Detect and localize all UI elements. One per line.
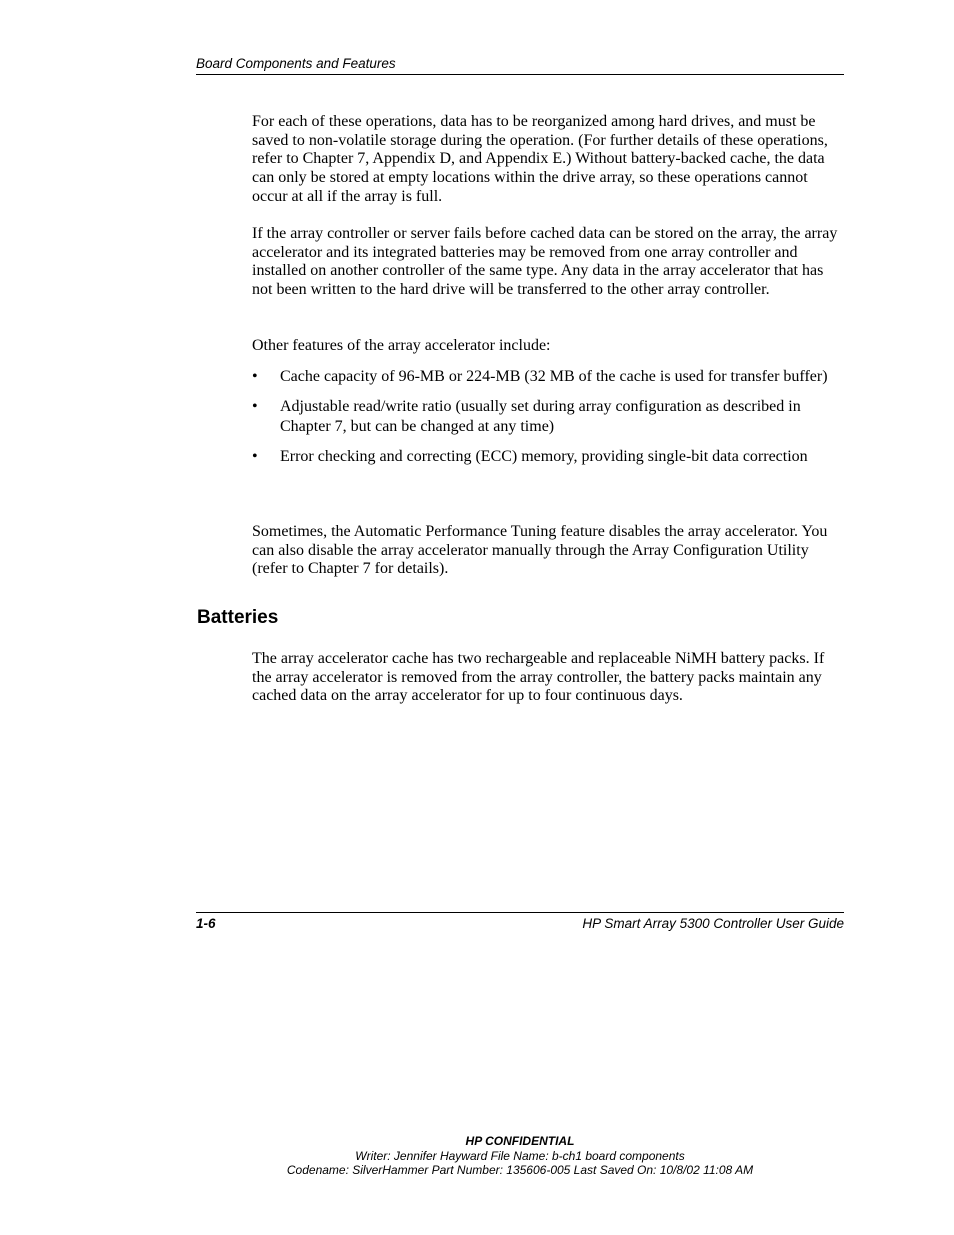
list-item — [252, 447, 844, 467]
confidential-title: HP CONFIDENTIAL — [465, 1134, 575, 1148]
header-title: Board Components and Features — [196, 56, 396, 71]
section-heading-batteries: Batteries — [197, 607, 279, 628]
list-item — [252, 367, 844, 387]
paragraph-features-intro: Other features of the array accelerator include: — [252, 337, 551, 354]
bullet-icon: • — [252, 398, 258, 415]
confidential-codename-line: Codename: SilverHammer Part Number: 135606-005 Last Saved On: 10/8/02 11:08 AM — [286, 1163, 754, 1177]
paragraph-batteries: The array accelerator cache has two rechargeable and replaceable NiMH battery packs. If the array accelerator is removed from the array controller, the battery packs maintain any cached data on the array accelerator for up to four continuous days. — [252, 650, 825, 705]
bullet-icon: • — [252, 447, 258, 465]
running-footer — [196, 912, 844, 931]
features-list — [252, 367, 844, 477]
guide-title: HP Smart Array 5300 Controller User Guide — [582, 916, 844, 931]
list-item-text: Error checking and correcting (ECC) memory, providing single-bit data correction — [280, 447, 808, 465]
confidential-writer-line: Writer: Jennifer Hayward File Name: b-ch1 board components — [355, 1148, 685, 1163]
list-item — [252, 397, 844, 436]
paragraph-performance-tuning: Sometimes, the Automatic Performance Tuning feature disables the array accelerator. You can also disable the array accelerator manually through the Array Configuration Utility (refer to Chapter 7 for details). — [252, 523, 828, 578]
list-item-text: Cache capacity of 96-MB or 224-MB (32 MB of the cache is used for transfer buffer) — [280, 368, 828, 385]
paragraph-operations: For each of these operations, data has to be reorganized among hard drives, and must be saved to non-volatile storage during the operation. (For further details of these operations, refer to Chapter 7, Appendix D, and Appendix E.) Without battery-backed cache, the data can only be stored at empty locations within the drive array, so these operations cannot occur at all if the array is full. — [252, 113, 828, 205]
list-item-text: Adjustable read/write ratio (usually set during array configuration as described in Chapter 7, but can be changed at any time) — [280, 398, 801, 435]
paragraph-controller-failure: If the array controller or server fails before cached data can be stored on the array, the array accelerator and its integrated batteries may be removed from one array controller and installed on another controller of the same type. Any data in the array accelerator that has not been written to the hard drive will be transferred to the other array controller. — [252, 225, 838, 299]
confidential-notice — [0, 1134, 954, 1178]
running-header — [196, 56, 844, 75]
bullet-icon: • — [252, 368, 258, 385]
page-number: 1-6 — [196, 916, 216, 931]
